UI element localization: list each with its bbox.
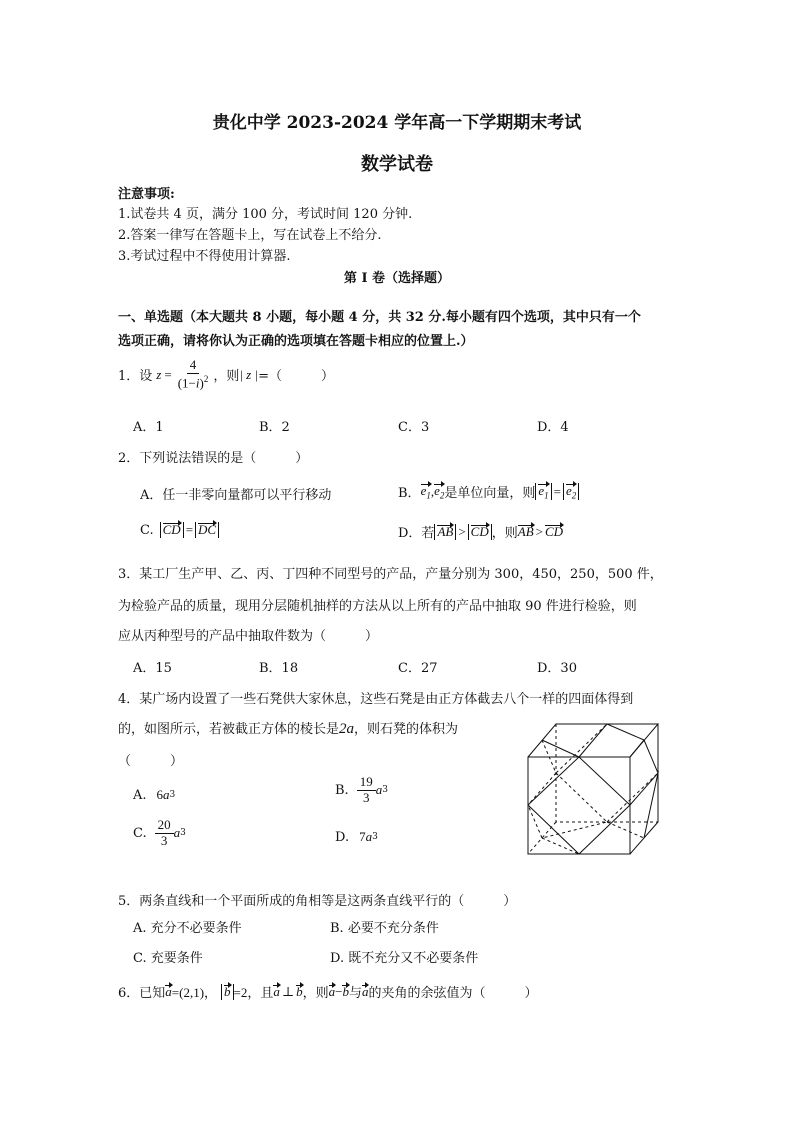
- norm-cd: [160, 522, 184, 538]
- exam-title: 贵化中学 2023-2024 学年高一下学期期末考试: [212, 113, 582, 133]
- question-1-option-c: C．3: [398, 420, 430, 435]
- norm-dc: [195, 522, 219, 538]
- hidden-cut-edges-top: [542, 724, 607, 773]
- question-6-then: ，则: [302, 986, 329, 1001]
- denominator-3: 3: [362, 789, 370, 805]
- norm-e2: [563, 483, 579, 501]
- note-item-2: 2.答案一律写在答题卡上，写在试卷上不给分.: [118, 228, 382, 243]
- question-2-option-c: [140, 522, 219, 538]
- question-2-stem: 2．下列说法错误的是（ ）: [118, 451, 309, 466]
- question-4-option-d: [335, 829, 378, 845]
- vector-cd: CD: [162, 522, 181, 537]
- question-1-option-b: B．2: [259, 420, 290, 435]
- question-4-option-a: [133, 787, 175, 803]
- question-5-option-c: C. 充要条件: [133, 951, 203, 966]
- vector-e2: [434, 483, 444, 501]
- question-1-post: ，则: [213, 369, 240, 385]
- perpendicular-symbol: ⊥: [281, 983, 295, 999]
- vector-ab: AB: [437, 523, 454, 539]
- vector-cd-d: CD: [470, 523, 489, 539]
- option-a-label: A.: [133, 787, 147, 803]
- vector-e1: [421, 483, 431, 501]
- minus-sign: −: [335, 983, 343, 999]
- question-6-stem: [118, 982, 538, 1001]
- vector-a-3: a: [328, 983, 336, 999]
- subscript-2: 2: [439, 490, 445, 501]
- fraction-denominator: [175, 374, 212, 391]
- option-c-label: C.: [133, 825, 147, 841]
- question-6-and: 与: [348, 986, 362, 1001]
- hidden-cut-bottom-left: [528, 805, 542, 838]
- question-4-option-b: [335, 775, 388, 806]
- question-1-number: 1．: [118, 369, 140, 385]
- question-5-stem: 5．两条直线和一个平面所成的角相等是这两条直线平行的（ ）: [118, 894, 517, 909]
- vector-b-2: b: [296, 983, 303, 999]
- question-4-line2-start: 的，如图所示，若被截正方体的棱长是: [118, 722, 340, 737]
- exponent-2: 2: [203, 373, 209, 384]
- var-a: a: [173, 825, 181, 841]
- option-a-coef: 6: [156, 787, 164, 802]
- imaginary-unit: i: [195, 375, 200, 391]
- option-b-label: B．: [398, 486, 421, 501]
- option-b-label: B.: [335, 782, 349, 798]
- question-5-option-a: A. 充分不必要条件: [133, 921, 242, 936]
- question-3-option-c: C．27: [398, 661, 438, 676]
- norm-b-value: =2，且: [233, 985, 274, 1000]
- question-4-paren: （ ）: [118, 754, 184, 769]
- exp-3: 3: [372, 832, 378, 842]
- norm-ab: [434, 524, 456, 540]
- option-b-text: 是单位向量，则: [444, 486, 536, 501]
- norm-subscript-1: 1: [544, 490, 549, 501]
- option-d-label: D．若: [398, 526, 435, 541]
- vector-b-3: b: [342, 983, 349, 999]
- front-cut-edges: [528, 757, 630, 854]
- edge-length-2a: 2a: [339, 721, 355, 737]
- denominator-open: (1−: [177, 375, 196, 391]
- top-right-cut-edge: [644, 740, 658, 773]
- vector-a-value: =(2,1)，: [171, 985, 218, 1000]
- variable-z: z: [156, 366, 162, 382]
- fraction-19-over-3: [357, 775, 376, 806]
- option-d-coef: 7: [359, 829, 366, 844]
- vector-a-2: a: [273, 983, 280, 999]
- norm-cd-d: [468, 524, 492, 540]
- note-item-3: 3.考试过程中不得使用计算器.: [118, 249, 291, 264]
- norm-e2-symbol: e: [566, 482, 572, 498]
- question-1-pre: 设: [139, 369, 153, 385]
- var-a: a: [375, 782, 383, 798]
- vector-cd-2: CD: [544, 523, 564, 539]
- greater-than-sign: >: [458, 523, 466, 539]
- option-c-label: C.: [140, 522, 154, 538]
- var-a: a: [365, 829, 373, 844]
- fraction-numerator: 4: [187, 358, 200, 374]
- question-1-tail: =（ ）: [258, 369, 334, 385]
- norm-e1-symbol: e: [538, 482, 545, 498]
- vector-dc: DC: [198, 522, 217, 537]
- question-4-option-c: [133, 818, 186, 849]
- part-title: 第 I 卷（选择题）: [343, 271, 451, 286]
- option-d-text: ，则: [491, 526, 518, 541]
- question-3-option-a: A．15: [133, 661, 172, 676]
- question-3-option-d: D．30: [537, 661, 577, 676]
- exp-3: 3: [382, 785, 388, 796]
- question-4-line2: [118, 718, 458, 738]
- norm-e1-vector: [538, 483, 548, 501]
- top-cut-edges: [579, 724, 644, 757]
- stone-bench-figure: [520, 712, 670, 862]
- equals-sign: =: [164, 366, 172, 382]
- question-6-pre: 6．已知: [118, 986, 166, 1001]
- norm-subscript-2: 2: [571, 490, 577, 501]
- note-item-1: 1.试卷共 4 页，满分 100 分，考试时间 120 分钟.: [118, 207, 413, 222]
- question-3-option-b: B．18: [259, 661, 299, 676]
- numerator-19: 19: [357, 775, 376, 791]
- section-header-line2: 选项正确，请将你认为正确的选项填在答题卡相应的位置上.）: [118, 334, 474, 349]
- exp-3: 3: [169, 790, 176, 800]
- vector-e2-symbol: e: [434, 482, 440, 498]
- cube-front-face: [528, 757, 630, 854]
- vector-b: b: [224, 983, 231, 999]
- hidden-cut-bottom-front: [542, 838, 579, 854]
- question-3-line2: 为检验产品的质量，现用分层随机抽样的方法从以上所有的产品中抽取 90 件进行检验，则: [118, 599, 637, 614]
- numerator-20: 20: [155, 818, 174, 834]
- hidden-cut-left: [528, 773, 556, 805]
- denominator-close: ): [199, 375, 204, 391]
- subscript-1: 1: [426, 490, 431, 501]
- question-4-line1: 4．某广场内设置了一些石凳供大家休息，这些石凳是由正方体截去八个一样的四面体得到: [118, 692, 634, 707]
- modulus-z: | z |: [239, 366, 259, 382]
- question-5-option-b: B. 必要不充分条件: [330, 921, 439, 936]
- question-2-option-d: [398, 522, 563, 541]
- norm-b: [221, 984, 234, 1000]
- hidden-cube-edges: [556, 724, 658, 822]
- vector-ab-2: AB: [517, 523, 534, 539]
- question-1-stem: [118, 358, 334, 391]
- option-d-label: D.: [335, 829, 350, 845]
- question-5-option-d: D. 既不充分又不必要条件: [330, 951, 479, 966]
- top-left-cut-edge: [542, 740, 579, 757]
- question-4-line2-end: ，则石凳的体积为: [354, 722, 459, 737]
- vector-a-4: a: [361, 983, 369, 999]
- exam-subtitle: 数学试卷: [361, 154, 433, 175]
- vector-a: a: [165, 983, 172, 999]
- right-cut-edges: [630, 773, 658, 838]
- vector-e1-symbol: e: [420, 482, 427, 498]
- question-2-option-b: [398, 482, 579, 501]
- hidden-cut-right: [607, 773, 658, 822]
- notes-heading: 注意事项:: [118, 187, 175, 202]
- question-1-option-a: A．1: [133, 420, 164, 435]
- var-a: a: [163, 787, 170, 802]
- equals-sign: =: [185, 522, 194, 537]
- exp-3: 3: [180, 828, 186, 839]
- comma: ,: [430, 483, 435, 499]
- question-3-line3: 应从丙种型号的产品中抽取件数为（ ）: [118, 629, 379, 644]
- section-header-line1: 一、单选题（本大题共 8 小题，每小题 4 分，共 32 分.每小题有四个选项，其中只有一个: [118, 310, 641, 325]
- norm-e2-vector: [566, 483, 576, 501]
- greater-than-sign: >: [535, 523, 543, 539]
- fraction-4-over-1-minus-i-squared: [175, 358, 212, 391]
- hidden-cut-bottom: [607, 822, 644, 838]
- fraction-20-over-3: [155, 818, 174, 849]
- norm-e1: [535, 483, 551, 501]
- question-2-option-a: A．任一非零向量都可以平行移动: [140, 488, 332, 503]
- equals-sign: =: [553, 483, 562, 499]
- question-3-line1: 3．某工厂生产甲、乙、丙、丁四种不同型号的产品，产量分别为 300，450，250，500 件，: [118, 567, 663, 582]
- question-1-option-d: D．4: [537, 420, 569, 435]
- question-6-tail: 的夹角的余弦值为（ ）: [368, 986, 538, 1001]
- denominator-3: 3: [160, 832, 168, 848]
